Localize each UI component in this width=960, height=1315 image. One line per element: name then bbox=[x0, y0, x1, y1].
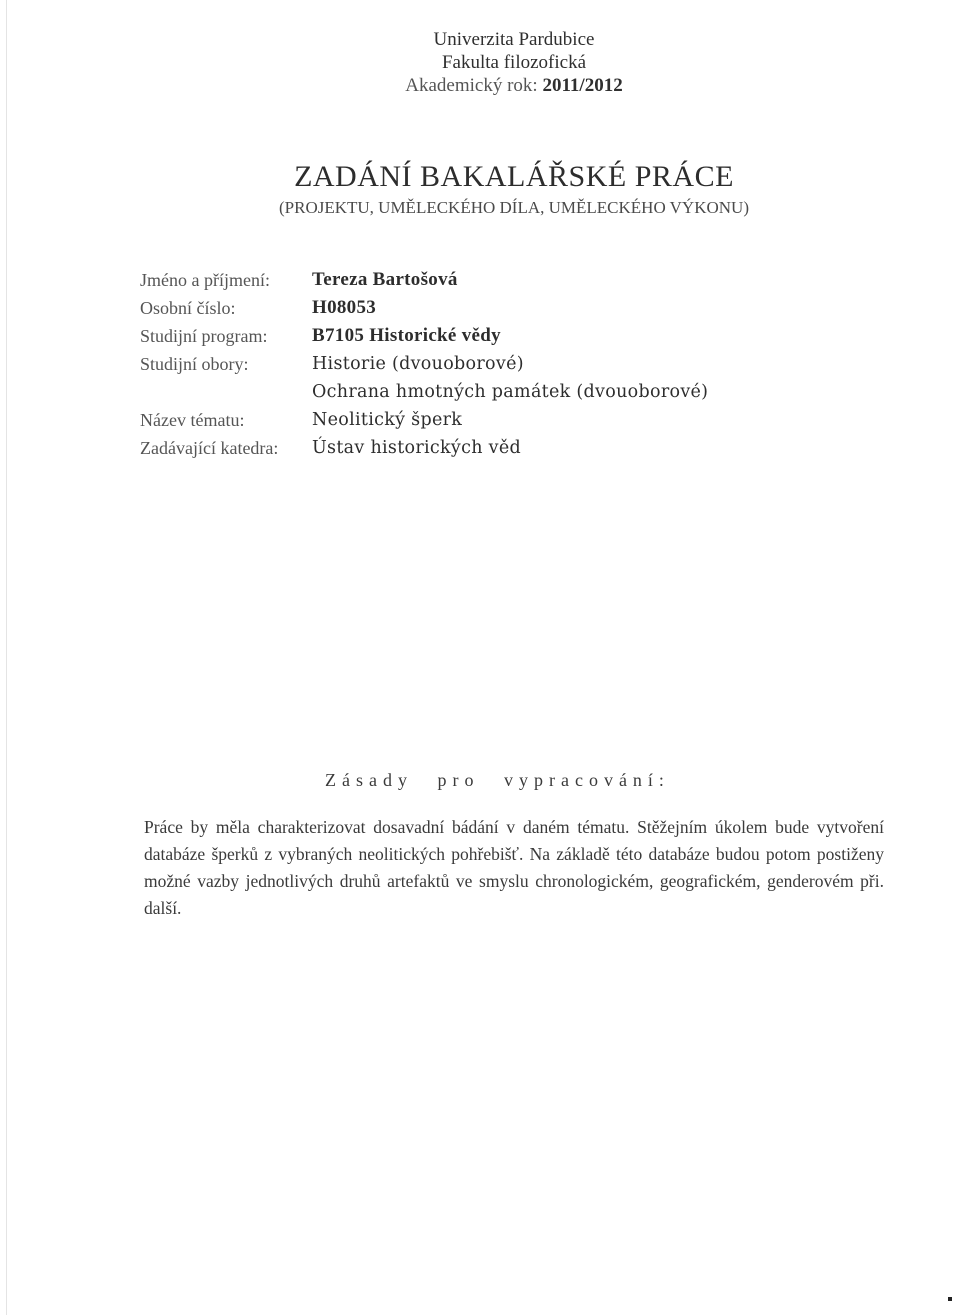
document-subtitle: (PROJEKTU, UMĚLECKÉHO DÍLA, UMĚLECKÉHO VÝKONU) bbox=[279, 198, 749, 217]
field-2-value: Ochrana hmotných památek (dvouoborové) bbox=[312, 382, 709, 402]
academic-year-label: Akademický rok: bbox=[405, 75, 538, 96]
info-row-id bbox=[140, 294, 860, 322]
scan-mark bbox=[948, 1297, 952, 1301]
name-value: Tereza Bartošová bbox=[312, 269, 458, 290]
fields-label: Studijní obory: bbox=[140, 354, 249, 374]
document-header bbox=[0, 28, 960, 97]
topic-label: Název tématu: bbox=[140, 410, 245, 430]
name-label: Jméno a příjmení: bbox=[140, 270, 270, 290]
academic-year-value: 2011/2012 bbox=[542, 75, 623, 96]
program-label: Studijní program: bbox=[140, 326, 268, 346]
university-name: Univerzita Pardubice bbox=[433, 29, 595, 50]
id-value: H08053 bbox=[312, 297, 377, 318]
academic-year-line bbox=[0, 74, 960, 97]
info-row-fields-2 bbox=[140, 378, 860, 406]
info-row-name bbox=[140, 266, 860, 294]
field-1-value: Historie (dvouoborové) bbox=[312, 354, 524, 374]
id-label: Osobní číslo: bbox=[140, 298, 236, 318]
principles-text: Práce by měla charakterizovat dosavadní bádání v daném tématu. Stěžejním úkolem bude vytvoření databáze šperků z vybraných neolitických pohřebišť. Na základě této databáze budou potom postiženy možné vazby jednotlivých druhů artefaktů ve smyslu chronologickém, geografickém, genderovém při. další. bbox=[144, 817, 884, 918]
faculty-name: Fakulta filozofická bbox=[441, 52, 587, 73]
info-row-fields bbox=[140, 350, 860, 378]
program-value: B7105 Historické vědy bbox=[312, 325, 501, 346]
info-row-dept bbox=[140, 434, 860, 462]
student-info-table bbox=[140, 266, 860, 462]
info-row-topic bbox=[140, 406, 860, 434]
fields-label-spacer bbox=[140, 378, 312, 406]
principles-heading: Zásady pro vypracování: bbox=[325, 770, 670, 790]
title-block bbox=[0, 158, 960, 220]
topic-value: Neolitický šperk bbox=[312, 410, 463, 430]
document-title: ZADÁNÍ BAKALÁŘSKÉ PRÁCE bbox=[294, 160, 734, 193]
info-row-program bbox=[140, 322, 860, 350]
dept-label: Zadávající katedra: bbox=[140, 438, 279, 458]
dept-value: Ústav historických věd bbox=[312, 438, 521, 458]
